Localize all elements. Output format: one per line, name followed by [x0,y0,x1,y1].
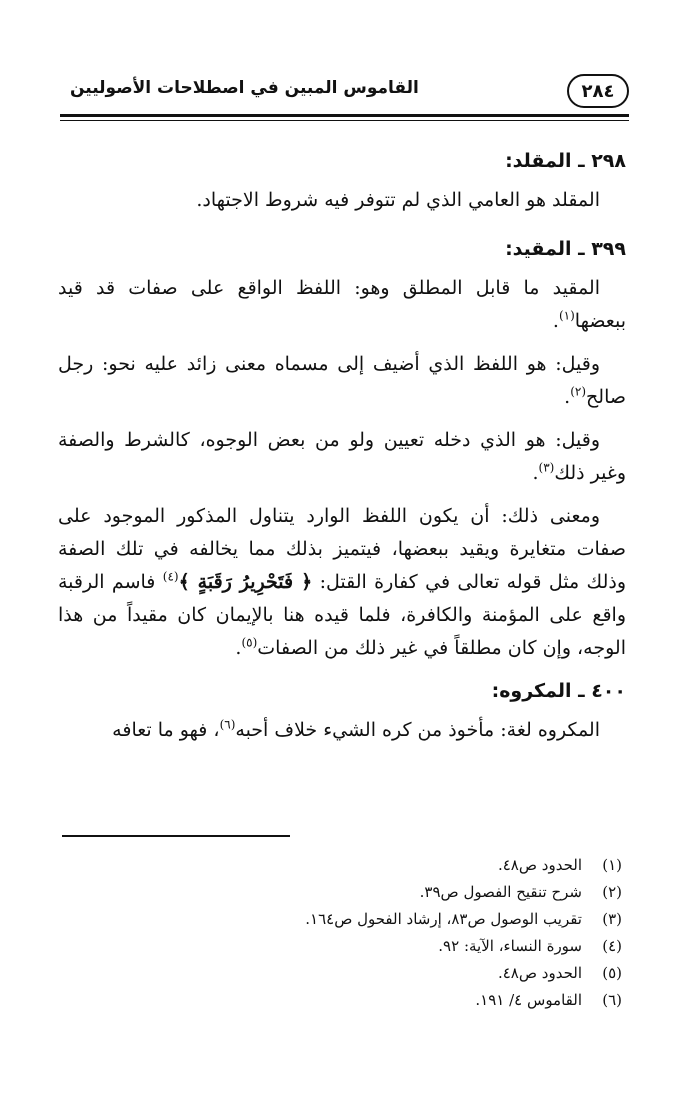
footnote: (٦) القاموس ٤/ ١٩١. [475,991,622,1009]
footnote: (٥) الحدود ص٤٨. [497,964,622,982]
page-number: ٢٨٤ [567,74,629,108]
paragraph: المقلد هو العامي الذي لم تتوفر فيه شروط الاجتهاد. [196,189,600,211]
paragraph: المقيد ما قابل المطلق وهو: اللفظ الواقع على صفات قد قيد ببعضها$^{(١)}$. [58,277,626,332]
header-rule-thick [60,114,629,117]
paragraph: ومعنى ذلك: أن يكون اللفظ الوارد يتناول المذكور الموجود على صفات متغايرة ويقيد ببعضها، فيتميز بذلك مما يخالفه في تلك الصفة وذلك مثل قوله تعالى في كفارة القتل: ﴿ فَتَحْرِيرُ رَقَبَةٍ ﴾$^{(٤)}$ فاسم الرقبة واقع على المؤمنة والكافرة، فلما قيده هنا بالإيمان كان مقيداً من هذا الوجه، وإن كان مطلقاً في غير ذلك من الصفات$^{(٥)}$. [58,505,626,659]
footnote-separator [62,835,290,837]
header-rule-thin [60,120,629,121]
quran-verse: ﴿ فَتَحْرِيرُ رَقَبَةٍ ﴾ [178,571,313,593]
footnote-mark: (١) [558,308,575,323]
footnotes [62,852,622,1014]
paragraph: وقيل: هو الذي دخله تعيين ولو من بعض الوجوه، كالشرط والصفة وغير ذلك$^{(٣)}$. [58,429,626,484]
footnote-mark: (٣) [538,460,555,475]
footnote-mark: (٥) [241,635,258,650]
main-text [58,145,626,757]
paragraph: وقيل: هو اللفظ الذي أضيف إلى مسماه معنى زائد عليه نحو: رجل صالح$^{(٢)}$. [58,353,626,408]
footnote: (٣) تقريب الوصول ص٨٣، إرشاد الفحول ص١٦٤. [305,910,622,928]
footnote-mark: (٢) [570,384,587,399]
running-header [60,74,629,120]
footnote: (٢) شرح تنقيح الفصول ص٣٩. [419,883,622,901]
entry-heading: ٣٩٩ ـ المقيد: [505,238,626,260]
footnote: (١) الحدود ص٤٨. [497,856,622,874]
footnote: (٤) سورة النساء، الآية: ٩٢. [438,937,622,955]
footnote-mark: (٤) [162,569,179,584]
entry-heading: ٢٩٨ ـ المقلد: [505,150,626,172]
entry-heading: ٤٠٠ ـ المكروه: [491,680,626,702]
running-title: القاموس المبين في اصطلاحات الأصوليين [70,78,419,98]
footnote-mark: (٦) [219,717,236,732]
paragraph: المكروه لغة: مأخوذ من كره الشيء خلاف أحبه$^{(٦)}$، فهو ما تعافه [112,717,600,741]
